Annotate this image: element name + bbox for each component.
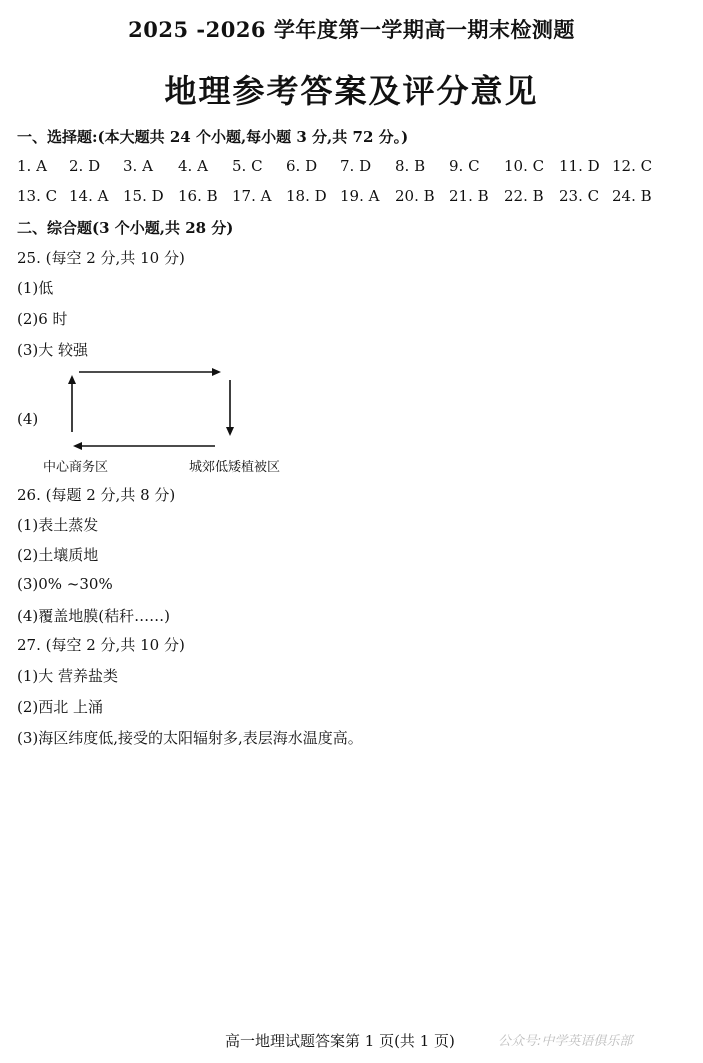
- answer-key-title: 地理参考答案及评分意见: [164, 72, 539, 110]
- section1-heading: 一、选择题:(本大题共 24 个小题,每小题 3 分,共 72 分。): [17, 128, 409, 146]
- answer-item: 2. D: [69, 157, 101, 175]
- diagram-label-cbd: 中心商务区: [43, 460, 109, 475]
- q26-answer-4: (4)覆盖地膜(秸秆……): [17, 607, 170, 625]
- q25-heading: 25. (每空 2 分,共 10 分): [17, 249, 185, 267]
- answer-item: 15. D: [123, 187, 164, 205]
- answer-item: 8. B: [395, 157, 426, 175]
- answer-item: 11. D: [559, 157, 600, 175]
- answer-item: 17. A: [232, 187, 272, 205]
- q27-answer-1: (1)大 营养盐类: [17, 667, 119, 685]
- answer-item: 10. C: [504, 157, 545, 175]
- answer-item: 21. B: [449, 187, 489, 205]
- q27-heading: 27. (每空 2 分,共 10 分): [17, 636, 185, 654]
- page-footer: 高一地理试题答案第 1 页(共 1 页): [225, 1032, 455, 1050]
- answer-row-1: [17, 157, 657, 177]
- diagram-label-suburb: 城郊低矮植被区: [189, 460, 281, 475]
- answer-item: 6. D: [286, 157, 318, 175]
- answer-item: 9. C: [449, 157, 480, 175]
- q25-answer-3: (3)大 较强: [17, 341, 89, 359]
- q25-answer-4-label: (4): [17, 410, 39, 428]
- heat-island-circulation-diagram: [17, 362, 307, 477]
- watermark: 公众号:中学英语俱乐部: [498, 1034, 633, 1049]
- answer-item: 7. D: [340, 157, 372, 175]
- answer-item: 12. C: [612, 157, 653, 175]
- answer-row-2: [17, 187, 657, 207]
- answer-item: 24. B: [612, 187, 652, 205]
- q26-answer-1: (1)表土蒸发: [17, 516, 99, 534]
- q26-heading: 26. (每题 2 分,共 8 分): [17, 486, 176, 504]
- q27-answer-2: (2)西北 上涌: [17, 698, 104, 716]
- answer-item: 19. A: [340, 187, 380, 205]
- answer-item: 23. C: [559, 187, 600, 205]
- answer-item: 22. B: [504, 187, 544, 205]
- answer-item: 5. C: [232, 157, 263, 175]
- answer-item: 4. A: [178, 157, 208, 175]
- q25-answer-2: (2)6 时: [17, 310, 68, 328]
- answer-item: 1. A: [17, 157, 47, 175]
- q27-answer-3: (3)海区纬度低,接受的太阳辐射多,表层海水温度高。: [17, 729, 363, 747]
- answer-item: 14. A: [69, 187, 109, 205]
- circulation-arrows: [17, 362, 307, 457]
- answer-item: 3. A: [123, 157, 153, 175]
- q26-answer-3: (3)0% ~30%: [17, 575, 113, 593]
- section2-heading: 二、综合题(3 个小题,共 28 分): [17, 219, 234, 237]
- exam-title: 2025 -2026 学年度第一学期高一期末检测题: [128, 17, 575, 42]
- answer-item: 20. B: [395, 187, 435, 205]
- q26-answer-2: (2)土壤质地: [17, 546, 99, 564]
- answer-item: 18. D: [286, 187, 327, 205]
- answer-item: 13. C: [17, 187, 58, 205]
- answer-item: 16. B: [178, 187, 218, 205]
- q25-answer-1: (1)低: [17, 279, 54, 297]
